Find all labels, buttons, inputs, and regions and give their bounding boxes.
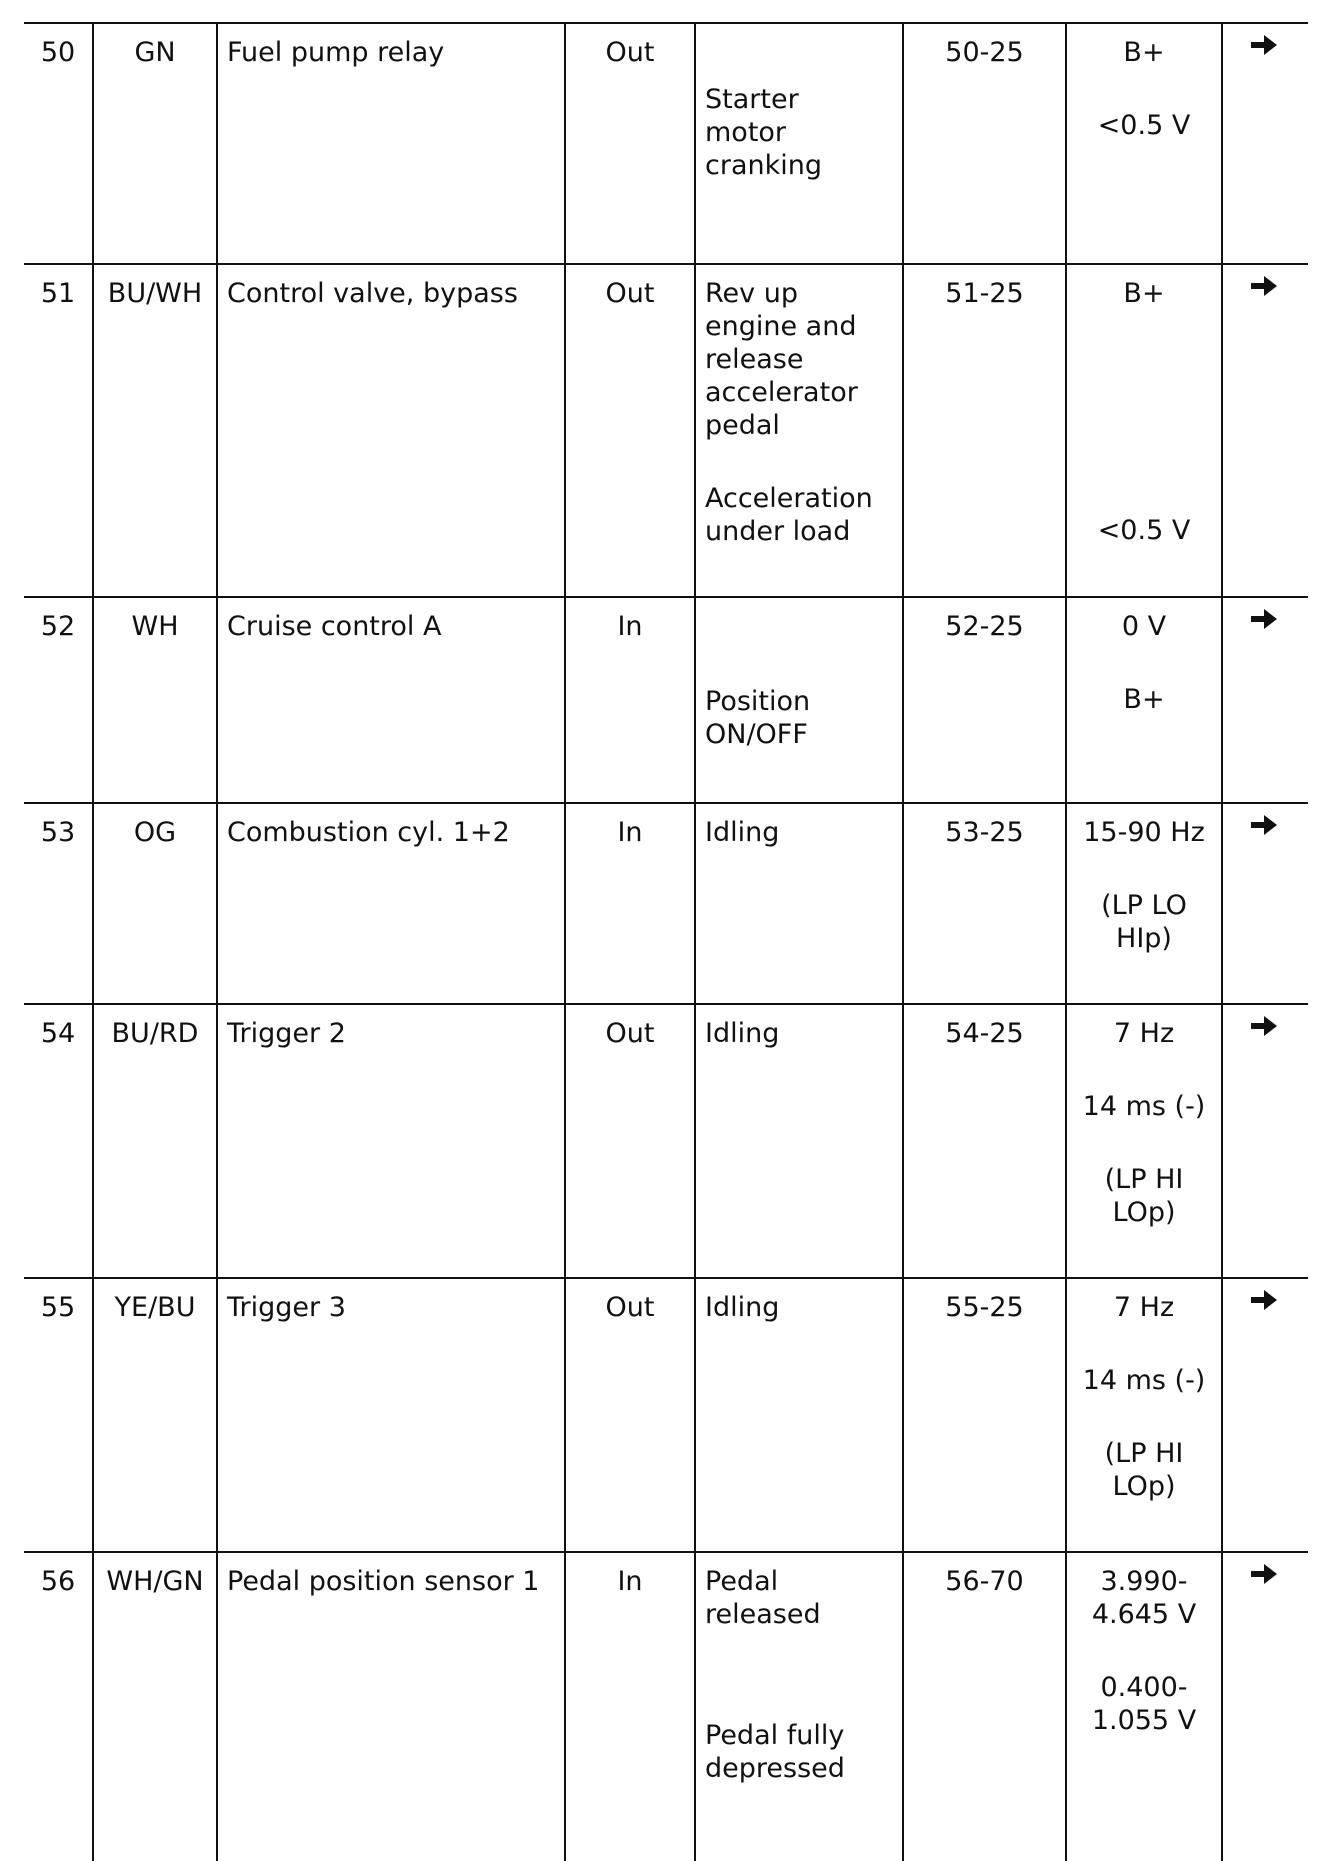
signal-direction: In	[564, 598, 694, 802]
condition-text: Position ON/OFF	[705, 686, 811, 750]
value-text: 0.400-1.055 V	[1091, 1672, 1197, 1736]
measure-between: 53-25	[902, 804, 1065, 1003]
value-text: B+	[1123, 37, 1165, 68]
signal-direction: In	[564, 1553, 694, 1861]
wire-color: WH/GN	[92, 1553, 216, 1861]
nominal-value	[1065, 1005, 1221, 1277]
detail-link-cell[interactable]	[1221, 265, 1308, 596]
detail-link-cell[interactable]	[1221, 1279, 1308, 1551]
signal-direction: In	[564, 804, 694, 1003]
pin-number: 54	[40, 1018, 76, 1049]
condition-text: Idling	[705, 1018, 780, 1049]
measure-between: 51-25	[902, 265, 1065, 596]
test-condition	[694, 598, 902, 802]
wire-color: GN	[92, 24, 216, 263]
component-description: Control valve, bypass	[216, 265, 564, 596]
detail-link-cell[interactable]	[1221, 24, 1308, 263]
nominal-value	[1065, 265, 1221, 596]
measure-between: 55-25	[902, 1279, 1065, 1551]
condition-text: Pedal released	[705, 1566, 821, 1630]
signal-direction: Out	[564, 265, 694, 596]
nominal-value	[1065, 1279, 1221, 1551]
wire-color: WH	[92, 598, 216, 802]
right-arrow-icon[interactable]	[1250, 607, 1278, 631]
wire-color: YE/BU	[92, 1279, 216, 1551]
value-text: 14 ms (-)	[1082, 1091, 1206, 1122]
pin-number: 51	[40, 278, 76, 309]
value-text: 15-90 Hz	[1083, 817, 1205, 848]
right-arrow-icon[interactable]	[1250, 813, 1278, 837]
nominal-value	[1065, 804, 1221, 1003]
component-description: Trigger 2	[216, 1005, 564, 1277]
measure-between: 56-70	[902, 1553, 1065, 1861]
nominal-value	[1065, 598, 1221, 802]
condition-text: Pedal fully depressed	[705, 1720, 845, 1784]
component-description: Combustion cyl. 1+2	[216, 804, 564, 1003]
wire-color: BU/WH	[92, 265, 216, 596]
condition-text	[705, 610, 902, 643]
condition-text: Rev up engine and release accelerator pedal	[705, 278, 858, 441]
value-text: B+	[1123, 684, 1165, 715]
measure-between: 54-25	[902, 1005, 1065, 1277]
condition-text: Idling	[705, 1292, 780, 1323]
right-arrow-icon[interactable]	[1250, 33, 1278, 57]
pin-table	[24, 22, 1308, 1861]
measure-between: 52-25	[902, 598, 1065, 802]
pin-number: 55	[40, 1292, 76, 1323]
test-condition	[694, 1553, 902, 1861]
value-text: <0.5 V	[1097, 515, 1191, 546]
value-text: (LP HI LOp)	[1104, 1438, 1184, 1502]
condition-text: Idling	[705, 817, 780, 848]
test-condition	[694, 804, 902, 1003]
right-arrow-icon[interactable]	[1250, 1562, 1278, 1586]
condition-text: Acceleration under load	[705, 483, 873, 547]
table-row	[24, 1005, 1308, 1279]
signal-direction: Out	[564, 1279, 694, 1551]
signal-direction: Out	[564, 1005, 694, 1277]
value-text: 0 V	[1121, 611, 1167, 642]
signal-direction: Out	[564, 24, 694, 263]
table-row	[24, 1553, 1308, 1861]
table-row	[24, 265, 1308, 598]
condition-text: Starter motor cranking	[705, 84, 822, 181]
detail-link-cell[interactable]	[1221, 1553, 1308, 1861]
component-description: Cruise control A	[216, 598, 564, 802]
value-text: 7 Hz	[1113, 1018, 1175, 1049]
table-row	[24, 1279, 1308, 1553]
component-description: Fuel pump relay	[216, 24, 564, 263]
pin-number: 56	[40, 1566, 76, 1597]
table-row	[24, 804, 1308, 1005]
value-text: (LP HI LOp)	[1104, 1164, 1184, 1228]
right-arrow-icon[interactable]	[1250, 1288, 1278, 1312]
condition-text	[705, 36, 902, 69]
test-condition	[694, 1005, 902, 1277]
value-text: <0.5 V	[1097, 110, 1191, 141]
pin-number: 50	[40, 37, 76, 68]
test-condition	[694, 24, 902, 263]
value-text: 3.990-4.645 V	[1091, 1566, 1197, 1630]
test-condition	[694, 265, 902, 596]
wire-color: OG	[92, 804, 216, 1003]
table-row	[24, 598, 1308, 804]
pin-number: 53	[40, 817, 76, 848]
measure-between: 50-25	[902, 24, 1065, 263]
nominal-value	[1065, 24, 1221, 263]
component-description: Pedal position sensor 1	[216, 1553, 564, 1861]
value-text: 7 Hz	[1113, 1292, 1175, 1323]
value-text: (LP LO HIp)	[1101, 890, 1187, 954]
nominal-value	[1065, 1553, 1221, 1861]
value-text: B+	[1123, 278, 1165, 309]
detail-link-cell[interactable]	[1221, 1005, 1308, 1277]
value-text: 14 ms (-)	[1082, 1365, 1206, 1396]
test-condition	[694, 1279, 902, 1551]
table-row	[24, 24, 1308, 265]
pin-number: 52	[40, 611, 76, 642]
detail-link-cell[interactable]	[1221, 804, 1308, 1003]
component-description: Trigger 3	[216, 1279, 564, 1551]
wire-color: BU/RD	[92, 1005, 216, 1277]
right-arrow-icon[interactable]	[1250, 1014, 1278, 1038]
right-arrow-icon[interactable]	[1250, 274, 1278, 298]
detail-link-cell[interactable]	[1221, 598, 1308, 802]
